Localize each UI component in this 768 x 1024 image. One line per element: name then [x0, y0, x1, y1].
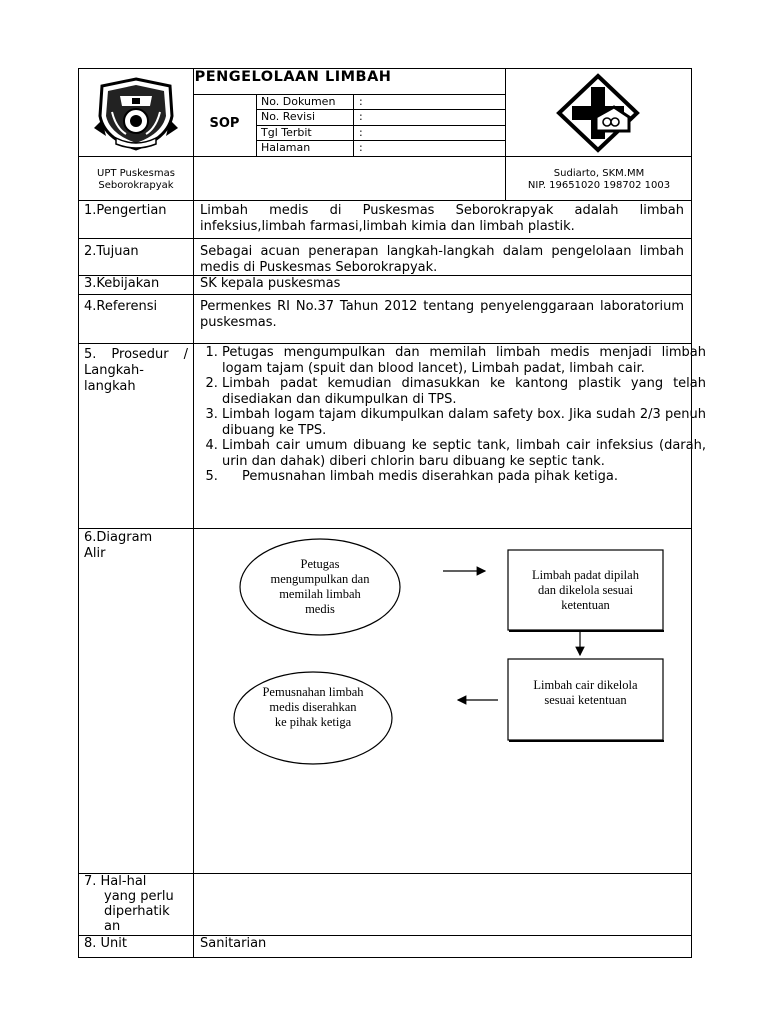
flow-node-padat	[508, 568, 663, 613]
field-label-tgl-terbit: Tgl Terbit	[261, 126, 312, 139]
hal-hal-label-line-4: an	[104, 919, 121, 934]
flow-node-end-line-1: Pemusnahan limbah	[262, 685, 364, 699]
row-line-kebijakan	[78, 294, 692, 295]
regional-emblem-logo	[92, 76, 180, 152]
kebijakan-text: SK kepala puskesmas	[200, 276, 341, 291]
unit-name	[80, 168, 192, 192]
diagram-label-line-1: 6.Diagram	[84, 530, 153, 545]
diagram-label	[84, 530, 152, 562]
pengertian-label: 1.Pengertian	[84, 203, 167, 218]
prosedur-label-line-1: 5. Prosedur /	[84, 347, 188, 362]
unit-line-2: Seborokrapyak	[98, 180, 174, 191]
prosedur-label	[84, 347, 188, 395]
flow-node-end-line-3: ke pihak ketiga	[274, 715, 352, 729]
hal-hal-label-line-1: 7. Hal-hal	[84, 874, 147, 889]
hal-hal-label-line-2: yang perlu	[104, 889, 174, 904]
header-title-bottom	[193, 94, 505, 95]
unit-line-1: UPT Puskesmas	[97, 168, 175, 179]
flow-node-padat-line-1: Limbah padat dipilah	[532, 568, 639, 582]
flow-node-padat-line-3: ketentuan	[561, 598, 610, 612]
flow-node-cair-line-1: Limbah cair dikelola	[533, 678, 638, 692]
prosedur-step: 4. Limbah cair umum dibuang ke septic tank, limbah cair infeksius (darah, urin dan dahak) diberi chlorin baru dibuang ke septic tank.	[222, 438, 706, 469]
flow-node-start	[250, 557, 390, 617]
flow-node-cair-line-2: sesuai ketentuan	[544, 693, 627, 707]
row-line-pengertian	[78, 238, 692, 239]
flow-node-start-line-3: memilah limbah	[279, 587, 361, 601]
prosedur-step: 3. Limbah logam tajam dikumpulkan dalam safety box. Jika sudah 2/3 penuh dibuang ke TPS.	[222, 407, 706, 438]
prosedur-label-line-2: Langkah-	[84, 363, 144, 378]
referensi-text: Permenkes RI No.37 Tahun 2012 tentang penyelenggaraan laboratorium puskesmas.	[200, 299, 684, 330]
tujuan-text: Sebagai acuan penerapan langkah-langkah dalam pengelolaan limbah medis di Puskesmas Seborokrapyak.	[200, 244, 684, 275]
pengertian-text: Limbah medis di Puskesmas Seborokrapyak adalah limbah infeksius,limbah farmasi,limbah kimia dan limbah plastik.	[200, 203, 684, 234]
kebijakan-label: 3.Kebijakan	[84, 276, 160, 291]
puskesmas-logo	[556, 73, 640, 153]
flow-node-start-line-4: medis	[305, 602, 335, 616]
tujuan-label: 2.Tujuan	[84, 244, 139, 259]
hal-hal-label-line-3: diperhatik	[104, 904, 170, 919]
prosedur-step: 2. Limbah padat kemudian dimasukkan ke kantong plastik yang telah disediakan dan dikumpulkan di TPS.	[222, 376, 706, 407]
field-sep-no-revisi: :	[359, 110, 363, 123]
flow-node-end	[243, 685, 383, 730]
page-title: PENGELOLAAN LIMBAH	[194, 69, 392, 85]
field-label-no-revisi: No. Revisi	[261, 110, 316, 123]
signer-nip: NIP. 19651020 198702 1003	[527, 180, 671, 191]
field-label-halaman: Halaman	[261, 141, 311, 154]
flow-node-start-line-1: Petugas	[300, 557, 340, 571]
header-bottom	[78, 156, 692, 157]
row-line-referensi	[78, 343, 692, 344]
sop-label: SOP	[209, 116, 240, 131]
prosedur-step: 5. Pemusnahan limbah medis diserahkan pada pihak ketiga.	[222, 469, 706, 485]
signer-name: Sudiarto, SKM.MM	[553, 168, 645, 179]
field-label-no-dokumen: No. Dokumen	[261, 95, 336, 108]
prosedur-steps-list	[200, 345, 706, 485]
prosedur-label-line-3: langkah	[84, 379, 136, 394]
flow-node-end-line-2: medis diserahkan	[269, 700, 357, 714]
hal-hal-label	[84, 874, 190, 934]
field-sep-halaman: :	[359, 141, 363, 154]
signer-block	[506, 168, 692, 192]
flow-node-padat-line-2: dan dikelola sesuai	[537, 583, 634, 597]
referensi-label: 4.Referensi	[84, 299, 158, 314]
flow-node-start-line-2: mengumpulkan dan	[270, 572, 370, 586]
prosedur-step: 1. Petugas mengumpulkan dan memilah limbah medis menjadi limbah logam tajam (spuit dan blood lancet), Limbah padat, limbah cair.	[222, 345, 706, 376]
unit-text: Sanitarian	[200, 936, 267, 951]
field-sep-tgl-terbit: :	[359, 126, 363, 139]
diagram-label-line-2: Alir	[84, 546, 106, 561]
header-unit-bottom	[78, 200, 692, 201]
flow-node-cair	[508, 678, 663, 708]
unit-label: 8. Unit	[84, 936, 127, 951]
field-sep-no-dokumen: :	[359, 95, 363, 108]
